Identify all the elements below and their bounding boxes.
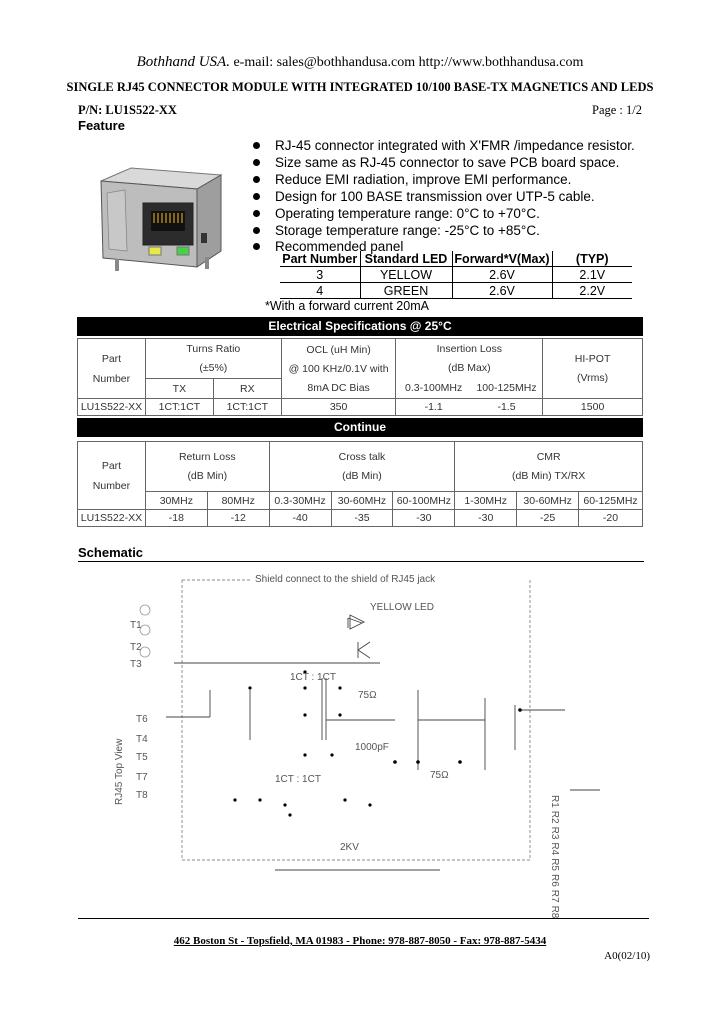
schematic-top-note: Shield connect to the shield of RJ45 jack xyxy=(255,574,436,585)
table-row xyxy=(78,510,643,527)
spec-cell: LU1S522-XX xyxy=(78,399,146,416)
schematic-side-label: RJ45 Top View xyxy=(114,738,125,805)
company-header xyxy=(0,54,720,71)
spec-cell: -40 xyxy=(269,510,331,527)
led-table xyxy=(280,251,632,299)
spec-cell: -35 xyxy=(331,510,393,527)
schematic-pin: T7 xyxy=(136,772,148,783)
connector-product-image xyxy=(93,163,233,273)
led-header-cell: Part Number xyxy=(280,251,360,267)
freq-cell: 80MHz xyxy=(207,492,269,510)
schematic-hv: 2KV xyxy=(340,842,359,853)
led-cell: 4 xyxy=(280,283,360,299)
ocl-header: OCL (uH Min) @ 100 KHz/0.1V with 8mA DC Bias xyxy=(281,339,396,399)
tx-header: TX xyxy=(145,379,213,399)
led-header-cell: Forward*V(Max) xyxy=(452,251,552,267)
spec-cell: -1.5 xyxy=(471,399,543,416)
schematic-divider xyxy=(78,561,644,562)
feature-item: Size same as RJ-45 connector to save PCB board space. xyxy=(250,155,635,172)
part-number-label: Part Number xyxy=(78,442,146,510)
cross-talk-header: Cross talk (dB Min) xyxy=(269,442,455,492)
schematic-heading: Schematic xyxy=(78,545,144,560)
freq-cell: 0.3-30MHz xyxy=(269,492,331,510)
feature-item: RJ-45 connector integrated with X'FMR /impedance resistor. xyxy=(250,138,635,155)
page-indicator: Page : 1/2 xyxy=(592,103,642,117)
schematic-pin: T5 xyxy=(136,752,148,763)
led-header-cell: Standard LED xyxy=(360,251,452,267)
spec-cell: -12 xyxy=(207,510,269,527)
part-number-label: Part Number xyxy=(78,339,146,399)
led-row xyxy=(280,267,632,283)
document-title: SINGLE RJ45 CONNECTOR MODULE WITH INTEGRATED 10/100 BASE-TX MAGNETICS AND LEDS xyxy=(66,80,654,94)
schematic-pin: T6 xyxy=(136,714,148,725)
feature-heading: Feature xyxy=(78,118,125,133)
schematic-diagram xyxy=(100,570,620,919)
spec-cell: -18 xyxy=(145,510,207,527)
continue-title: Continue xyxy=(77,418,643,437)
hipot-header: HI-POT (Vrms) xyxy=(543,339,643,399)
spec-cell: -30 xyxy=(455,510,517,527)
freq-cell: 30-60MHz xyxy=(331,492,393,510)
spec-cell: -30 xyxy=(393,510,455,527)
company-contact: e-mail: sales@bothhandusa.com http://www.bothhandusa.com xyxy=(233,55,584,70)
spec-cell: 1500 xyxy=(543,399,643,416)
led-row xyxy=(280,283,632,299)
cmr-header: CMR (dB Min) TX/RX xyxy=(455,442,643,492)
spec-cell: 1CT:1CT xyxy=(145,399,213,416)
led-cell: 2.1V xyxy=(552,267,632,283)
led-cell: YELLOW xyxy=(360,267,452,283)
spec-cell: -1.1 xyxy=(396,399,471,416)
schematic-pin: T3 xyxy=(130,659,142,670)
schematic-cap: 1000pF xyxy=(355,742,389,753)
schematic-pin: T4 xyxy=(136,734,148,745)
il-range: 100-125MHz xyxy=(471,379,543,399)
freq-cell: 30MHz xyxy=(145,492,207,510)
led-cell: 2.6V xyxy=(452,267,552,283)
freq-cell: 1-30MHz xyxy=(455,492,517,510)
turns-ratio-header: Turns Ratio (±5%) xyxy=(145,339,281,379)
continue-spec-table xyxy=(77,441,643,527)
footer-address: 462 Boston St - Topsfield, MA 01983 - Phone: 978-887-8050 - Fax: 978-887-5434 xyxy=(173,935,547,947)
electrical-spec-title: Electrical Specifications @ 25°C xyxy=(77,317,643,336)
feature-item: Recommended panel xyxy=(250,239,635,256)
led-cell: GREEN xyxy=(360,283,452,299)
company-brand: Bothhand USA. xyxy=(136,54,230,70)
feature-list xyxy=(250,138,635,256)
led-cell: 2.2V xyxy=(552,283,632,299)
spec-cell: 350 xyxy=(281,399,396,416)
led-header-cell: (TYP) xyxy=(552,251,632,267)
spec-cell: 1CT:1CT xyxy=(213,399,281,416)
schematic-r75: 75Ω xyxy=(358,690,377,701)
footer-divider xyxy=(78,918,649,919)
freq-cell: 60-125MHz xyxy=(579,492,643,510)
insertion-loss-header: Insertion Loss (dB Max) xyxy=(396,339,543,379)
schematic-pin: T8 xyxy=(136,790,148,801)
part-number: P/N: LU1S522-XX xyxy=(78,103,177,117)
freq-cell: 60-100MHz xyxy=(393,492,455,510)
revision-label: A0(02/10) xyxy=(604,950,650,962)
feature-item: Operating temperature range: 0°C to +70°C. xyxy=(250,206,635,223)
schematic-pin: T2 xyxy=(130,642,142,653)
table-row xyxy=(78,399,643,416)
schematic-rx-ratio: 1CT : 1CT xyxy=(275,774,321,785)
schematic-pin: T1 xyxy=(130,620,142,631)
rx-header: RX xyxy=(213,379,281,399)
led-note: *With a forward current 20mA xyxy=(265,299,429,313)
il-range: 0.3-100MHz xyxy=(396,379,471,399)
schematic-right-pins: R1R2R3R4R5R6R7R8 xyxy=(549,795,560,919)
feature-item: Reduce EMI radiation, improve EMI performance. xyxy=(250,172,635,189)
freq-cell: 30-60MHz xyxy=(517,492,579,510)
spec-cell: -25 xyxy=(517,510,579,527)
schematic-led-label: YELLOW LED xyxy=(370,602,434,613)
spec-cell: -20 xyxy=(579,510,643,527)
feature-item: Design for 100 BASE transmission over UTP-5 cable. xyxy=(250,189,635,206)
led-cell: 3 xyxy=(280,267,360,283)
feature-item: Storage temperature range: -25°C to +85°C. xyxy=(250,223,635,240)
schematic-tx-ratio: 1CT : 1CT xyxy=(290,672,336,683)
electrical-spec-table xyxy=(77,338,643,416)
spec-cell: LU1S522-XX xyxy=(78,510,146,527)
led-cell: 2.6V xyxy=(452,283,552,299)
schematic-r75b: 75Ω xyxy=(430,770,449,781)
return-loss-header: Return Loss (dB Min) xyxy=(145,442,269,492)
